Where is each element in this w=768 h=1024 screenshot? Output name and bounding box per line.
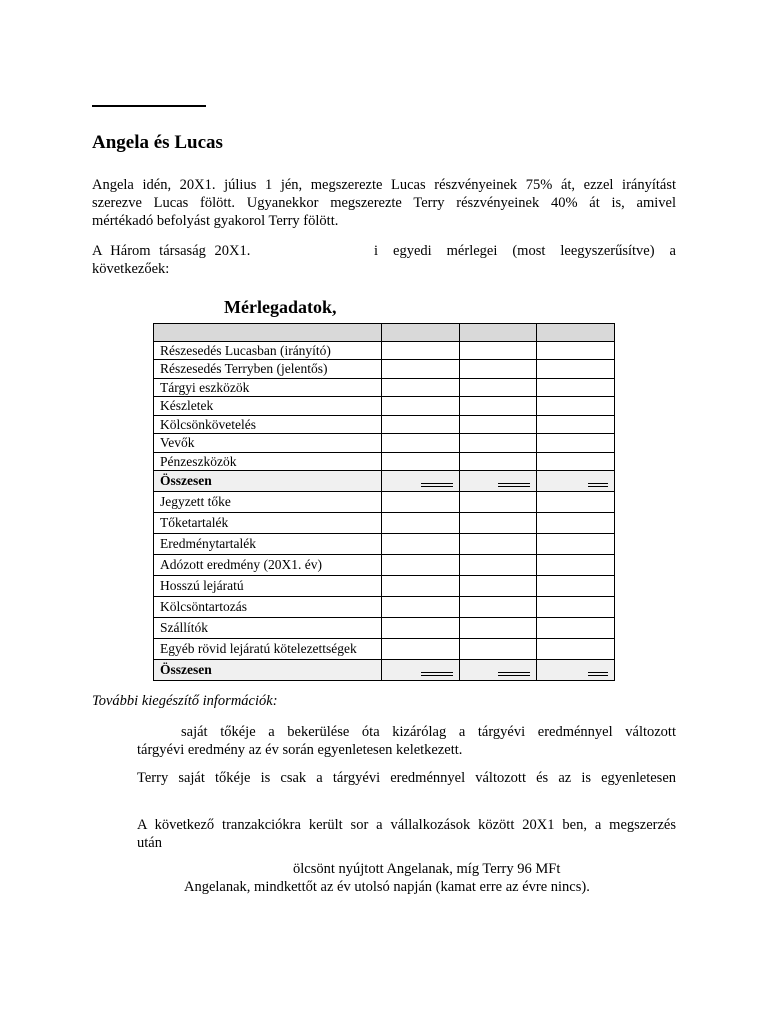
- total-assets-label: Összesen: [154, 471, 382, 492]
- row-label: Adózott eredmény (20X1. év): [154, 555, 382, 576]
- header-cell-col2: [460, 324, 537, 342]
- table-row: [154, 453, 615, 471]
- row-label: Egyéb rövid lejáratú kötelezettségek: [154, 639, 382, 660]
- total-assets-row: [154, 471, 615, 492]
- table-row: [154, 492, 615, 513]
- intro-line-1: Angela idén, 20X1. július 1 jén, megszerezte Lucas részvényeinek 75% át, ezzel irányítást: [92, 177, 676, 193]
- row-label: Eredménytartalék: [154, 534, 382, 555]
- table-row: [154, 416, 615, 434]
- balance-intro-line-2: következőek:: [92, 261, 170, 277]
- balance-intro-paragraph: [92, 242, 676, 278]
- row-label: Jegyzett tőke: [154, 492, 382, 513]
- double-underline: [588, 672, 608, 676]
- double-underline: [588, 483, 608, 487]
- balance-intro-part-1: A Három társaság 20X1.: [92, 243, 251, 259]
- extra-p4-line-2: Angelanak, mindkettőt az év utolsó napján (kamat erre az évre nincs).: [184, 879, 590, 895]
- balance-intro-part-2: i egyedi mérlegei (most leegyszerűsítve) a: [374, 243, 676, 259]
- table-row: [154, 576, 615, 597]
- table-row: [154, 555, 615, 576]
- total-cell: [537, 660, 615, 681]
- extra-info-heading: További kiegészítő információk:: [92, 693, 278, 709]
- double-underline: [421, 672, 453, 676]
- extra-p1-line-1: [181, 723, 676, 741]
- table-row: [154, 397, 615, 416]
- table-row: [154, 434, 615, 453]
- table-row: [154, 379, 615, 397]
- total-cell: [537, 471, 615, 492]
- extra-p1-line-2: tárgyévi eredmény az év során egyenletesen keletkezett.: [137, 742, 463, 758]
- table-row: [154, 639, 615, 660]
- row-label: Készletek: [154, 397, 382, 416]
- page-title: Angela és Lucas: [92, 132, 223, 153]
- double-underline: [498, 483, 530, 487]
- total-cell: [460, 660, 537, 681]
- row-label: Kölcsöntartozás: [154, 597, 382, 618]
- table-row: [154, 534, 615, 555]
- total-cell: [382, 660, 460, 681]
- header-cell-label: [154, 324, 382, 342]
- total-liabilities-row: [154, 660, 615, 681]
- row-label: Kölcsönkövetelés: [154, 416, 382, 434]
- table-row: [154, 513, 615, 534]
- extra-p1-text: saját tőkéje a bekerülése óta kizárólag a tárgyévi eredménnyel változott: [181, 724, 676, 740]
- extra-p3-line-1: A következő tranzakciókra került sor a vállalkozások között 20X1 ben, a megszerzés: [137, 817, 676, 833]
- extra-p4-line-1: ölcsönt nyújtott Angelanak, míg Terry 96 MFt: [293, 861, 561, 877]
- intro-paragraph: [92, 176, 676, 230]
- double-underline: [498, 672, 530, 676]
- row-label: Pénzeszközök: [154, 453, 382, 471]
- top-rule: [92, 105, 206, 107]
- double-underline: [421, 483, 453, 487]
- table-title: Mérlegadatok,: [224, 297, 337, 317]
- header-cell-col1: [382, 324, 460, 342]
- header-cell-col3: [537, 324, 615, 342]
- intro-line-3: mértékadó befolyást gyakorol Terry fölött.: [92, 213, 339, 229]
- extra-p3-line-2: után: [137, 835, 162, 851]
- extra-p3: [137, 816, 676, 852]
- row-label: Részesedés Lucasban (irányító): [154, 342, 382, 360]
- extra-p2: [137, 769, 676, 787]
- row-label: Hosszú lejáratú: [154, 576, 382, 597]
- table-row: [154, 342, 615, 360]
- row-label: Szállítók: [154, 618, 382, 639]
- table-header-row: [154, 324, 615, 342]
- total-liabilities-label: Összesen: [154, 660, 382, 681]
- table-row: [154, 597, 615, 618]
- table-row: [154, 618, 615, 639]
- row-label: Részesedés Terryben (jelentős): [154, 360, 382, 379]
- balance-table: [153, 323, 615, 681]
- total-cell: [382, 471, 460, 492]
- row-label: Tárgyi eszközök: [154, 379, 382, 397]
- intro-line-2: szerezve Lucas fölött. Ugyanekkor megszerezte Terry részvényeinek 40% át is, amivel: [92, 195, 676, 211]
- row-label: Tőketartalék: [154, 513, 382, 534]
- total-cell: [460, 471, 537, 492]
- extra-p2-text: Terry saját tőkéje is csak a tárgyévi eredménnyel változott és az is egyenletesen: [137, 770, 676, 786]
- row-label: Vevők: [154, 434, 382, 453]
- table-row: [154, 360, 615, 379]
